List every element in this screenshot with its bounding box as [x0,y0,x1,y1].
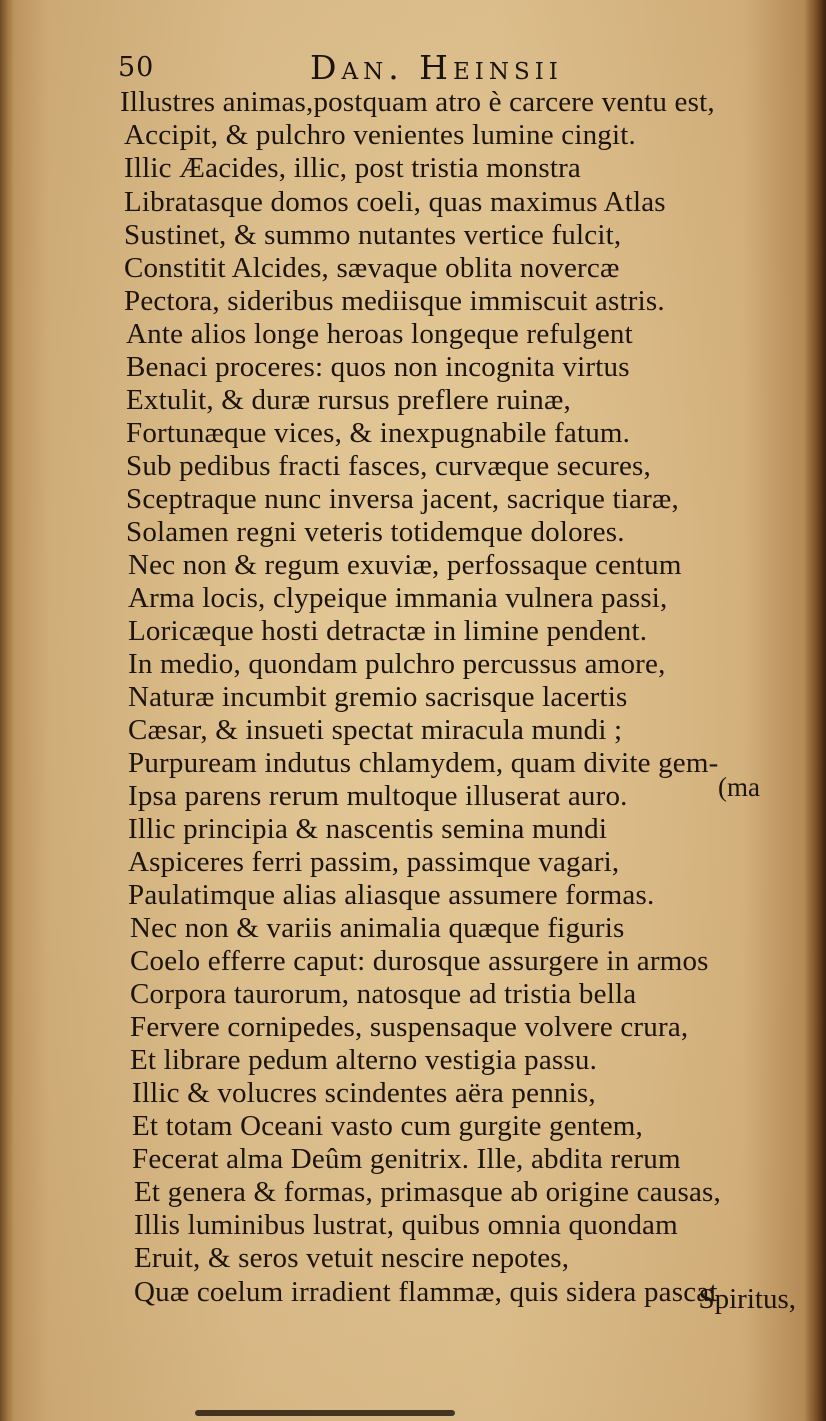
verse-line: Sustinet, & summo nutantes vertice fulcit, [124,219,622,251]
verse-line: Illic Æacides, illic, post tristia monstra [124,152,582,184]
catchword: Spiritus, [698,1283,796,1315]
verse-line: Pectora, sideribus mediisque immiscuit astris. [124,285,665,317]
verse-line: Et librare pedum alterno vestigia passu. [130,1044,598,1076]
verse-line: Illic principia & nascentis semina mundi [128,813,608,845]
page-number: 50 [118,52,155,83]
verse-line: Cæsar, & insueti spectat miracula mundi ; [128,714,623,746]
verse-line: Benaci proceres: quos non incognita virtus [126,351,630,383]
verse-line: Fervere cornipedes, suspensaque volvere crura, [130,1011,689,1043]
verse-line: Constitit Alcides, sævaque oblita novercæ [124,252,620,284]
verse-line: Eruit, & seros vetuit nescire nepotes, [134,1242,570,1274]
verse-line: Accipit, & pulchro venientes lumine cingit. [124,119,636,151]
verse-line: Ante alios longe heroas longeque refulgent [126,318,633,350]
verse-line: Nec non & variis animalia quæque figuris [130,912,625,944]
verse-line: Aspiceres ferri passim, passimque vagari, [128,846,620,878]
verse-line: Et totam Oceani vasto cum gurgite gentem, [132,1110,643,1142]
verse-line: Libratasque domos coeli, quas maximus Atlas [124,186,666,218]
verse-line: Fortunæque vices, & inexpugnabile fatum. [126,417,631,449]
verse-line: Sub pedibus fracti fasces, curvæque secures, [126,450,651,482]
verse-line: Coelo efferre caput: durosque assurgere in armos [130,945,709,977]
verse-line: Sceptraque nunc inversa jacent, sacrique tiaræ, [126,483,679,515]
verse-line: Illic & volucres scindentes aëra pennis, [132,1077,596,1109]
verse-line: Paulatimque alias aliasque assumere formas. [128,879,655,911]
verse-line: Purpuream indutus chlamydem, quam divite gem- [128,747,719,779]
verse-line: Et genera & formas, primasque ab origine causas, [134,1176,721,1208]
verse-line: Solamen regni veteris totidemque dolores. [126,516,625,548]
turnover-fragment: (ma [718,772,760,802]
verse-line: Corpora taurorum, natosque ad tristia bella [130,978,637,1010]
verse-line-last: Quæ coelum irradient flammæ, quis sidera pascat [134,1276,718,1308]
verse-line: Fecerat alma Deûm genitrix. Ille, abdita rerum [132,1143,681,1175]
verse-line: Nec non & regum exuviæ, perfossaque centum [128,549,682,581]
verse-line: Arma locis, clypeique immania vulnera passi, [128,582,668,614]
verse-line: Extulit, & duræ rursus preflere ruinæ, [126,384,571,416]
verse-line: Illis luminibus lustrat, quibus omnia quondam [134,1209,678,1241]
verse-line: Illustres animas,postquam atro è carcere ventu est, [120,86,715,118]
running-head-title: Dan. Heinsii [310,48,563,87]
verse-line: Naturæ incumbit gremio sacrisque lacertis [128,681,628,713]
page-edge-shadow [195,1410,455,1416]
verse-line: Loricæque hosti detractæ in limine pendent. [128,615,648,647]
verse-line: Ipsa parens rerum multoque illuserat auro. [128,780,628,812]
verse-line: In medio, quondam pulchro percussus amore, [128,648,666,680]
